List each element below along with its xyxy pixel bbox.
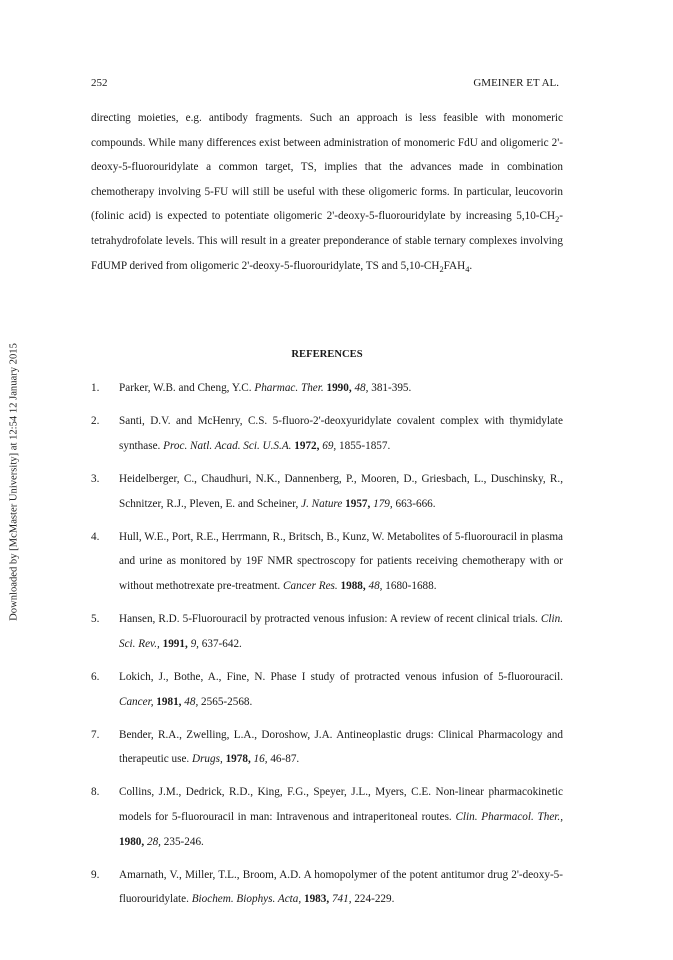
reference-authors: Heidelberger, C., Chaudhuri, N.K., Dannenberg, P., Mooren, D., Griesbach, L., Duschinsky, R., Schnitzer, R.J., Pleven, E. and Scheiner,	[119, 472, 563, 510]
reference-number: 4.	[91, 530, 100, 543]
reference-volume: 69,	[322, 439, 337, 452]
reference-number: 2.	[91, 415, 100, 428]
reference-number: 6.	[91, 670, 100, 683]
reference-pages: 235-246.	[163, 835, 204, 848]
reference-authors: Santi, D.V. and McHenry, C.S.	[119, 415, 268, 428]
reference-year: 1988,	[340, 579, 366, 592]
reference-authors: Collins, J.M., Dedrick, R.D., King, F.G., Speyer, J.L., Myers, C.E.	[119, 786, 432, 799]
reference-year: 1957,	[345, 497, 371, 510]
subscript: 2	[439, 264, 444, 274]
reference-pages: 1855-1857.	[339, 439, 391, 452]
reference-item	[91, 665, 563, 714]
download-notice: Downloaded by [McMaster University] at 12:54 12 January 2015	[8, 343, 20, 621]
body-text-part: -tetrahydrofolate levels. This will result in a greater preponderance of stable ternary complexes involving FdUMP derived from oligomeric 2'-deoxy-5-fluorouridylate, TS and 5,10-CH	[91, 210, 563, 272]
subscript: 4	[465, 264, 470, 274]
reference-item	[91, 723, 563, 772]
reference-year: 1983,	[303, 893, 330, 906]
reference-authors: Lokich, J., Bothe, A., Fine, N.	[119, 670, 266, 683]
reference-pages: 2565-2568.	[201, 695, 253, 708]
reference-volume: 16,	[253, 753, 268, 766]
reference-journal: Cancer,	[119, 695, 154, 708]
reference-item	[91, 863, 563, 912]
body-text	[91, 106, 563, 278]
reference-item	[91, 525, 563, 599]
download-watermark	[0, 0, 20, 960]
reference-authors: Hansen, R.D.	[119, 613, 180, 626]
body-text-part: FAH	[443, 259, 466, 272]
reference-year: 1972,	[294, 439, 320, 452]
reference-title: Metabolites of 5-fluorouracil in plasma and urine as monitored by 19F NMR spectroscopy for patients receiving chemotherapy with or without methotrexate pre-treatment.	[119, 530, 564, 592]
reference-title: 5-Fluorouracil by protracted venous infusion: A review of recent clinical trials.	[182, 613, 538, 626]
reference-journal: J. Nature	[301, 497, 343, 510]
reference-authors: Parker, W.B. and Cheng, Y.C.	[119, 382, 252, 394]
subscript: 2	[555, 215, 560, 225]
reference-pages: 381-395.	[371, 382, 412, 394]
reference-number: 1.	[91, 382, 100, 394]
reference-number: 7.	[91, 728, 100, 741]
reference-title: Antineoplastic drugs: Clinical Pharmacology and therapeutic use.	[119, 728, 563, 766]
reference-year: 1980,	[119, 835, 145, 848]
reference-item	[91, 409, 563, 458]
reference-journal: Clin. Sci. Rev.,	[119, 613, 563, 650]
body-text-part: .	[469, 259, 473, 272]
reference-item	[91, 780, 563, 854]
reference-item	[91, 607, 563, 656]
reference-pages: 224-229.	[354, 893, 395, 906]
reference-title: Non-linear pharmacokinetic models for 5-fluorouracil in man: Intravenous and intraperitoneal routes.	[119, 786, 564, 824]
reference-pages: 637-642.	[201, 637, 242, 650]
reference-pages: 1680-1688.	[385, 579, 437, 592]
reference-journal: Cancer Res.	[283, 579, 338, 592]
reference-journal: Proc. Natl. Acad. Sci. U.S.A.	[163, 439, 292, 452]
reference-number: 9.	[91, 868, 100, 881]
body-paragraph	[91, 106, 563, 278]
reference-item	[91, 467, 563, 516]
reference-item	[91, 376, 563, 401]
references-heading: REFERENCES	[291, 349, 363, 360]
reference-number: 5.	[91, 613, 100, 626]
reference-volume: 48,	[368, 579, 383, 592]
reference-volume: 48,	[184, 695, 199, 708]
reference-volume: 9,	[190, 637, 199, 650]
reference-title: Phase I study of protracted venous infusion of 5-fluorouracil.	[270, 670, 564, 683]
running-head: GMEINER ET AL.	[473, 77, 559, 89]
reference-title: 5-fluoro-2'-deoxyuridylate covalent complex with thymidylate synthase.	[119, 415, 563, 452]
reference-volume: 741,	[331, 893, 352, 906]
reference-year: 1990,	[326, 382, 352, 394]
body-text-part: directing moieties, e.g. antibody fragments. Such an approach is less feasible with monomeric compounds. While many differences exist between administration of monomeric FdU and oligomeric 2'-deoxy-5-fluorouridylate a common target, TS, implies that the advances made in combination chemotherapy involving 5-FU will still be useful with these oligomeric forms. In particular, leucovorin (folinic acid) is expected to potentiate oligomeric 2'-deoxy-5-fluorouridylate by increasing 5,10-CH	[91, 112, 563, 223]
reference-list	[91, 376, 563, 921]
reference-volume: 48,	[354, 382, 369, 394]
reference-year: 1978,	[225, 753, 251, 766]
page-header	[91, 77, 559, 89]
reference-year: 1981,	[156, 695, 182, 708]
reference-journal: Pharmac. Ther.	[254, 382, 324, 394]
reference-volume: 28,	[146, 835, 161, 848]
reference-journal: Biochem. Biophys. Acta,	[191, 893, 302, 906]
reference-number: 3.	[91, 472, 100, 485]
reference-journal: Clin. Pharmacol. Ther.,	[455, 811, 563, 824]
reference-authors: Amarnath, V., Miller, T.L., Broom, A.D.	[119, 868, 301, 881]
reference-authors: Bender, R.A., Zwelling, L.A., Doroshow, J.A.	[119, 728, 333, 741]
reference-journal: Drugs,	[192, 753, 223, 766]
reference-pages: 46-87.	[270, 753, 300, 766]
reference-authors: Hull, W.E., Port, R.E., Herrmann, R., Britsch, B., Kunz, W.	[119, 530, 385, 543]
reference-title: A homopolymer of the potent antitumor drug 2'-deoxy-5-fluorouridylate.	[119, 868, 564, 906]
reference-year: 1991,	[162, 637, 188, 650]
page-number: 252	[91, 77, 108, 89]
reference-pages: 663-666.	[395, 497, 436, 510]
reference-number: 8.	[91, 786, 100, 799]
reference-volume: 179,	[373, 497, 393, 510]
